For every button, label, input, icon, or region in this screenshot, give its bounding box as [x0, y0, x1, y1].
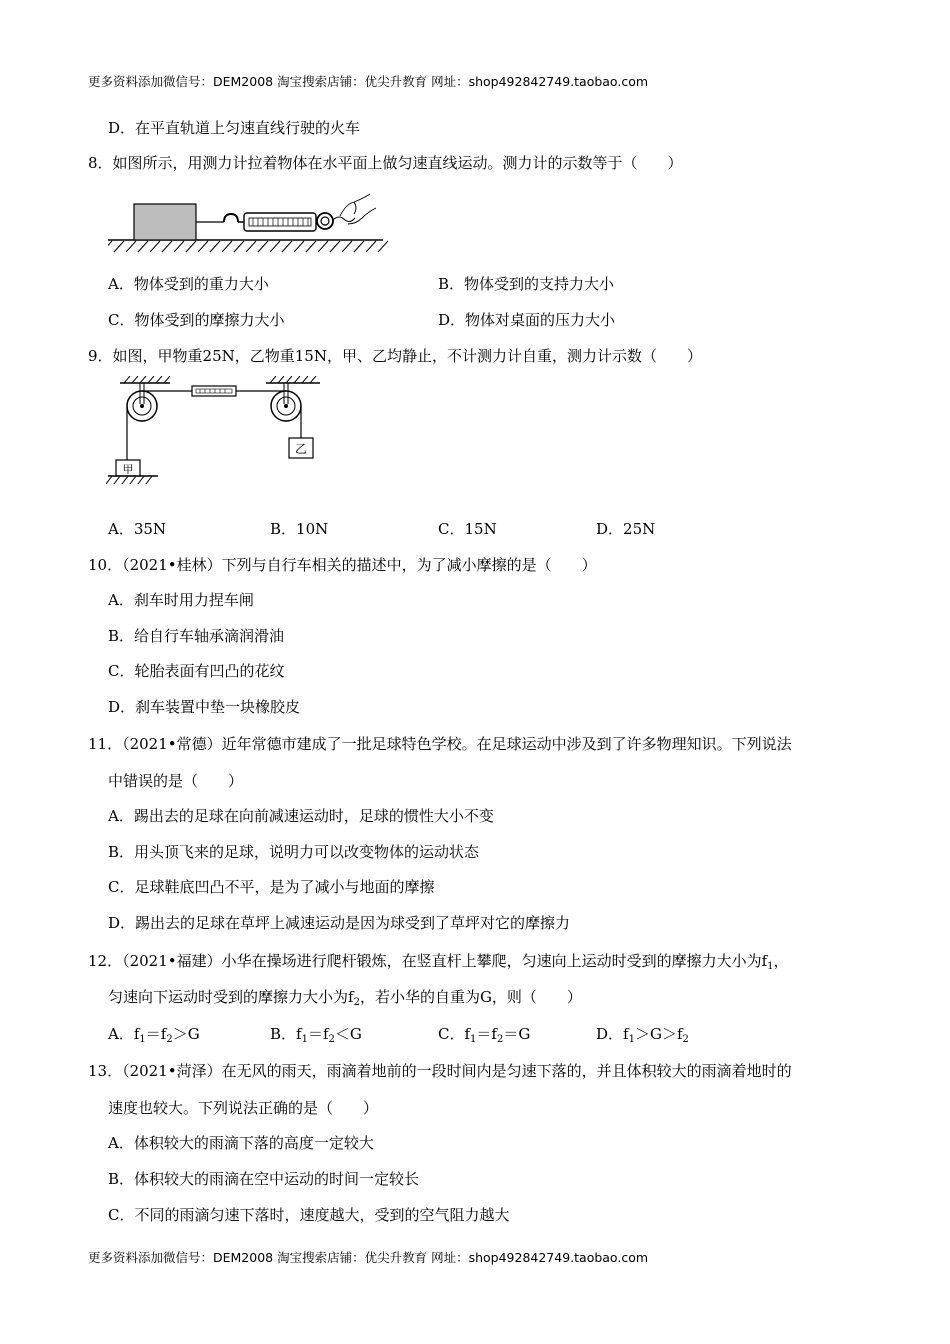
q9-option-c: C．15N [438, 520, 497, 538]
q10-option-b: B．给自行车轴承滴润滑油 [108, 627, 285, 645]
q12-option-d: D．$f_1>G>f_2$ [596, 1025, 689, 1045]
q9-label-jia: 甲 [122, 463, 134, 476]
q10-stem: 10．（2021•桂林）下列与自行车相关的描述中，为了减小摩擦的是（ ） [88, 556, 597, 574]
q9-option-b: B．10N [270, 520, 329, 538]
q10-option-c: C．轮胎表面有凹凸的花纹 [108, 662, 285, 680]
q12-option-b: B．$f_1=f_2<G$ [270, 1025, 362, 1045]
q9-option-d: D．25N [596, 520, 656, 538]
q11-option-a: A．踢出去的足球在向前减速运动时，足球的惯性大小不变 [108, 807, 494, 825]
q13-stem-line2: 速度也较大。下列说法正确的是（ ） [108, 1099, 379, 1117]
page-header: 更多资料添加微信号：DEM2008 淘宝搜索店铺：优尖升教育 网址：shop492842749.taobao.com [88, 74, 649, 89]
q11-option-b: B．用头顶飞来的足球，说明力可以改变物体的运动状态 [108, 843, 480, 861]
q9-label-yi: 乙 [294, 442, 308, 456]
q11-stem-line1: 11．（2021•常德）近年常德市建成了一批足球特色学校。在足球运动中涉及到了许多物理知识。下列说法 [88, 735, 792, 753]
q8-stem: 8．如图所示，用测力计拉着物体在水平面上做匀速直线运动。测力计的示数等于（ ） [88, 154, 683, 172]
q12-stem-line1: 12．（2021•福建）小华在操场进行爬杆锻炼，在竖直杆上攀爬，匀速向上运动时受到的摩擦力大小为$f_1$， [88, 952, 789, 972]
q11-stem-line2: 中错误的是（ ） [108, 772, 244, 790]
q13-option-c: C．不同的雨滴匀速下落时，速度越大，受到的空气阻力越大 [108, 1206, 510, 1224]
q12-option-c: C．$f_1=f_2=G$ [438, 1025, 531, 1045]
q12-stem-line2: 匀速向下运动时受到的摩擦力大小为$f_2$，若小华的自重为G，则（ ） [108, 988, 582, 1008]
q11-option-d: D．踢出去的足球在草坪上减速运动是因为球受到了草坪对它的摩擦力 [108, 914, 571, 932]
q12-option-a: A．$f_1=f_2>G$ [108, 1025, 200, 1045]
q10-option-d: D．刹车装置中垫一块橡胶皮 [108, 698, 301, 716]
q8-option-b: B．物体受到的支持力大小 [438, 275, 615, 293]
q9-pulley-figure [106, 376, 336, 486]
q13-stem-line1: 13．（2021•菏泽）在无风的雨天，雨滴着地前的一段时间内是匀速下落的，并且体积较大的雨滴着地时的 [88, 1062, 792, 1080]
q8-option-d: D．物体对桌面的压力大小 [438, 311, 616, 329]
q8-option-c: C．物体受到的摩擦力大小 [108, 311, 285, 329]
q9-stem: 9．如图，甲物重25N，乙物重15N，甲、乙均静止，不计测力计自重，测力计示数（ ） [88, 347, 702, 365]
q8-option-a: A．物体受到的重力大小 [108, 275, 269, 293]
q13-option-b: B．体积较大的雨滴在空中运动的时间一定较长 [108, 1170, 420, 1188]
q7-option-d: D．在平直轨道上匀速直线行驶的火车 [108, 119, 361, 137]
page-footer: 更多资料添加微信号：DEM2008 淘宝搜索店铺：优尖升教育 网址：shop492842749.taobao.com [88, 1250, 649, 1265]
q8-spring-scale-figure [108, 184, 388, 256]
q13-option-a: A．体积较大的雨滴下落的高度一定较大 [108, 1134, 374, 1152]
q10-option-a: A．刹车时用力捏车闸 [108, 591, 254, 609]
q9-option-a: A．35N [108, 520, 167, 538]
q11-option-c: C．足球鞋底凹凸不平，是为了减小与地面的摩擦 [108, 878, 435, 896]
